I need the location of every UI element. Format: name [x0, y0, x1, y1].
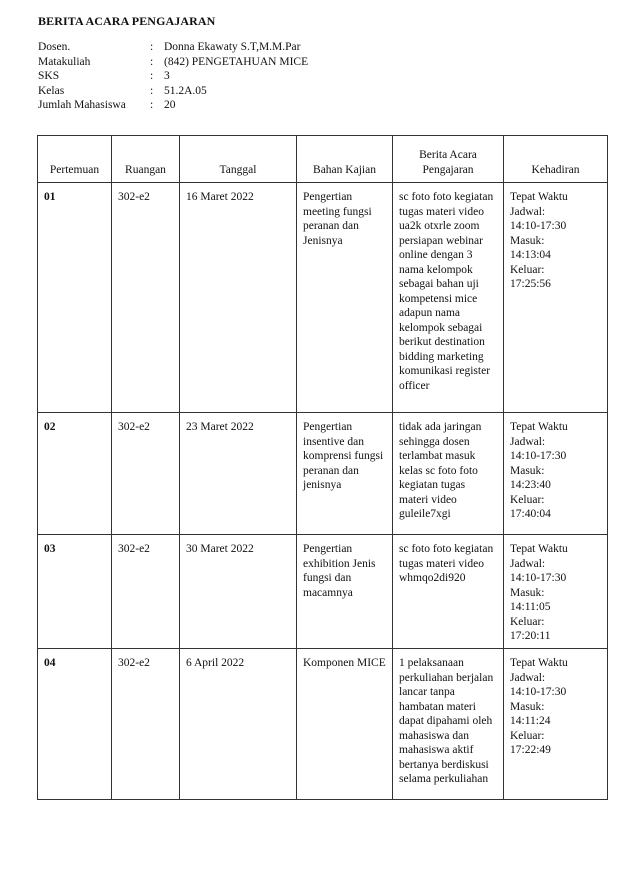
check-in-value: 14:23:40 [510, 479, 551, 491]
cell-berita-acara: 1 pelaksanaan perkuliahan berjalan lancar tanpa hambatan materi dapat dipahami oleh mahasiswa dan mahasiswa aktif bertanya berdiskusi selama perkuliahan [393, 649, 504, 800]
info-value: 20 [164, 99, 176, 112]
check-out-label: Keluar: [510, 729, 545, 742]
check-out-label: Keluar: [510, 615, 545, 628]
header-kehadiran: Kehadiran [504, 136, 608, 183]
schedule-value: 14:10-17:30 [510, 220, 567, 232]
table-row [38, 413, 608, 535]
cell-bahan-kajian: Komponen MICE [297, 649, 393, 800]
cell-tanggal: 30 Maret 2022 [180, 535, 297, 649]
cell-tanggal: 6 April 2022 [180, 649, 297, 800]
schedule-label: Jadwal: [510, 435, 546, 448]
info-separator: : [150, 70, 154, 83]
cell-kehadiran [504, 649, 608, 800]
info-label: Matakuliah [38, 55, 91, 68]
check-in-label: Masuk: [510, 700, 545, 713]
info-value: Donna Ekawaty S.T,M.M.Par [164, 41, 301, 53]
info-row-jumlah-mahasiswa [38, 98, 308, 113]
document-title: BERITA ACARA PENGAJARAN [38, 14, 216, 28]
info-separator: : [150, 99, 154, 112]
check-out-value: 17:40:04 [510, 508, 551, 520]
info-label: Kelas [38, 84, 65, 97]
table-row [38, 183, 608, 413]
info-label: SKS [38, 70, 60, 83]
check-out-value: 17:25:56 [510, 278, 551, 290]
attendance-status: Tepat Waktu [510, 191, 568, 203]
info-label: Jumlah Mahasiswa [38, 99, 126, 112]
info-separator: : [150, 84, 154, 97]
header-tanggal: Tanggal [180, 136, 297, 183]
schedule-label: Jadwal: [510, 671, 546, 684]
schedule-label: Jadwal: [510, 557, 546, 570]
cell-pertemuan: 04 [38, 649, 112, 800]
cell-bahan-kajian: Pengertian insentive dan komprensi fungsi peranan dan jenisnya [297, 413, 393, 535]
cell-kehadiran [504, 183, 608, 413]
cell-ruangan: 302-e2 [112, 649, 180, 800]
info-row-matakuliah [38, 55, 308, 70]
table-header-row [38, 136, 608, 183]
attendance-status: Tepat Waktu [510, 543, 568, 555]
check-out-label: Keluar: [510, 263, 545, 276]
teaching-record-table [37, 135, 608, 800]
cell-pertemuan: 02 [38, 413, 112, 535]
info-separator: : [150, 41, 154, 53]
cell-berita-acara: sc foto foto kegiatan tugas materi video ua2k otxrle zoom persiapan webinar online dengan 3 nama kelompok sebagai bahan uji kompetensi mice adapun nama kelompok sebagai berikut destination bidding marketing komunikasi register officer [393, 183, 504, 413]
table-row [38, 649, 608, 800]
check-in-value: 14:11:05 [510, 601, 551, 613]
cell-pertemuan: 01 [38, 183, 112, 413]
schedule-value: 14:10-17:30 [510, 572, 567, 584]
cell-ruangan: 302-e2 [112, 183, 180, 413]
attendance-status: Tepat Waktu [510, 657, 568, 669]
info-row-dosen [38, 40, 308, 55]
info-value: (842) PENGETAHUAN MICE [164, 55, 309, 68]
schedule-value: 14:10-17:30 [510, 450, 567, 462]
header-berita-acara [393, 136, 504, 183]
cell-pertemuan: 03 [38, 535, 112, 649]
info-label: Dosen. [38, 41, 71, 53]
header-berita-line1: Berita Acara [419, 149, 477, 161]
header-ruangan: Ruangan [112, 136, 180, 183]
cell-tanggal: 16 Maret 2022 [180, 183, 297, 413]
header-berita-line2: Pengajaran [422, 163, 474, 176]
check-in-label: Masuk: [510, 234, 545, 247]
schedule-label: Jadwal: [510, 205, 546, 218]
cell-kehadiran [504, 413, 608, 535]
cell-bahan-kajian: Pengertian exhibition Jenis fungsi dan macamnya [297, 535, 393, 649]
attendance-status: Tepat Waktu [510, 421, 568, 433]
info-row-sks [38, 69, 308, 84]
course-info [38, 40, 308, 113]
check-in-label: Masuk: [510, 464, 545, 477]
check-in-value: 14:11:24 [510, 715, 551, 727]
table-row [38, 535, 608, 649]
cell-tanggal: 23 Maret 2022 [180, 413, 297, 535]
header-bahan-kajian: Bahan Kajian [297, 136, 393, 183]
cell-ruangan: 302-e2 [112, 535, 180, 649]
info-separator: : [150, 55, 154, 68]
check-in-label: Masuk: [510, 586, 545, 599]
info-value: 51.2A.05 [164, 84, 207, 97]
cell-berita-acara: tidak ada jaringan sehingga dosen terlambat masuk kelas sc foto foto kegiatan tugas materi video guleile7xgi [393, 413, 504, 535]
header-pertemuan: Pertemuan [38, 136, 112, 183]
check-out-value: 17:22:49 [510, 744, 551, 756]
cell-ruangan: 302-e2 [112, 413, 180, 535]
info-row-kelas [38, 84, 308, 99]
cell-bahan-kajian: Pengertian meeting fungsi peranan dan Jenisnya [297, 183, 393, 413]
check-out-value: 17:20:11 [510, 630, 551, 642]
info-value: 3 [164, 70, 170, 83]
cell-berita-acara: sc foto foto kegiatan tugas materi video whmqo2di920 [393, 535, 504, 649]
check-out-label: Keluar: [510, 493, 545, 506]
cell-kehadiran [504, 535, 608, 649]
check-in-value: 14:13:04 [510, 249, 551, 261]
schedule-value: 14:10-17:30 [510, 686, 567, 698]
